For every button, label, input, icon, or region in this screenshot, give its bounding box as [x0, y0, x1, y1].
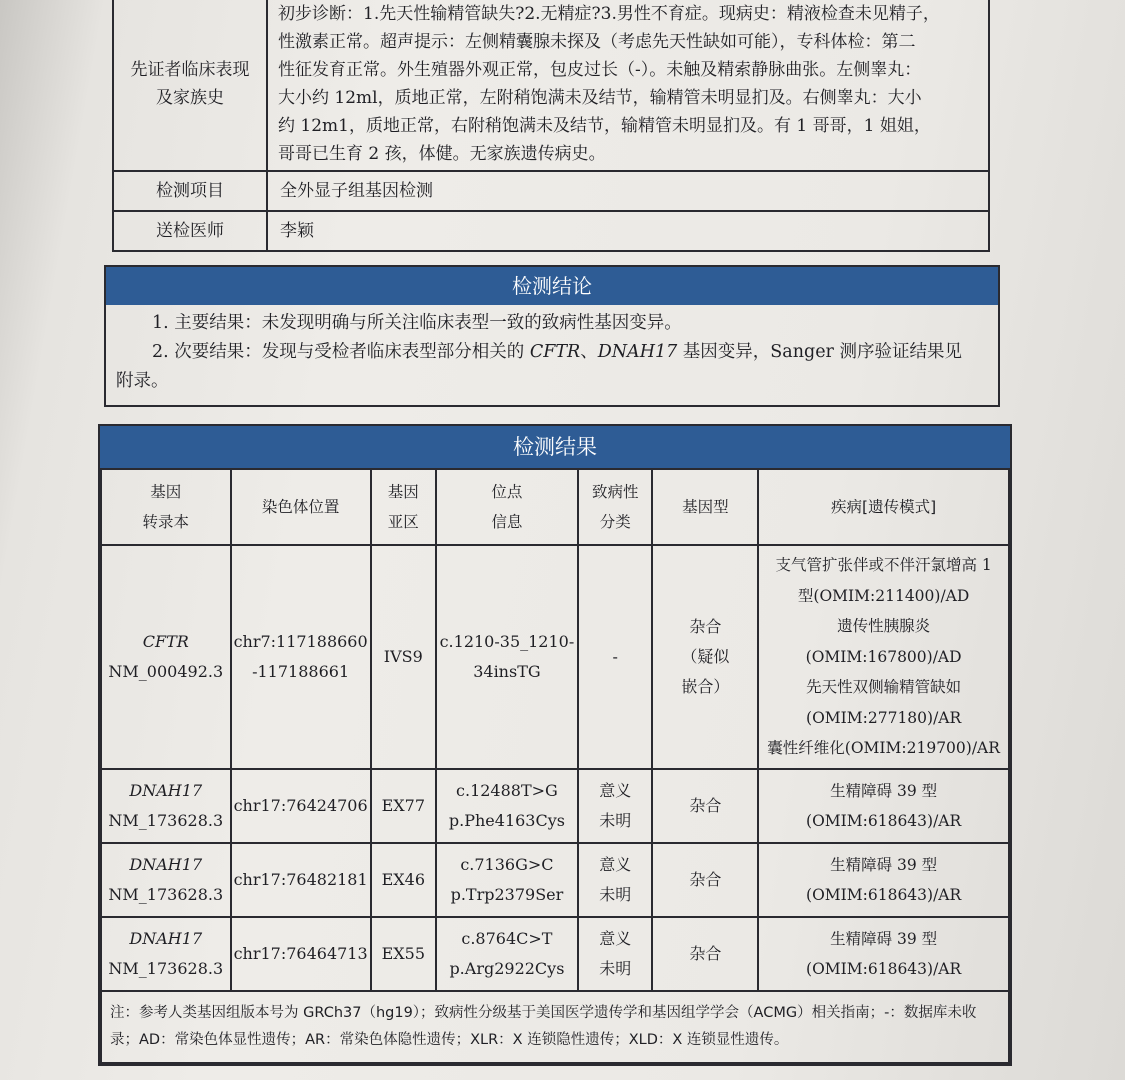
header-genotype: 基因型 — [652, 469, 758, 545]
disease-cell: 生精障碍 39 型 (OMIM:618643)/AR — [758, 917, 1009, 991]
table-row — [101, 917, 1009, 991]
history-line: 初步诊断：1.先天性输精管缺失?2.无精症?3.男性不育症。现病史：精液检查未见精子， — [278, 4, 940, 24]
genotype-cell: 杂合 — [652, 769, 758, 843]
history-label: 先证者临床表现 及家族史 — [113, 0, 267, 171]
site-cell: c.7136G>C p.Trp2379Ser — [436, 843, 578, 917]
history-line: 性激素正常。超声提示：左侧精囊腺未探及（考虑先天性缺如可能），专科体检：第二 — [278, 32, 916, 52]
gene-cell: DNAH17 NM_173628.3 — [101, 843, 231, 917]
pathogenicity-cell: - — [578, 545, 652, 769]
history-text — [267, 0, 989, 171]
disease-cell: 支气管扩张伴或不伴汗氯增高 1 型(OMIM:211400)/AD 遗传性胰腺炎 (OMIM:167800)/AD 先天性双侧输精管缺如 (OMIM:277180)/AR 囊性纤维化(OMIM:219700)/AR — [758, 545, 1009, 769]
history-line: 哥哥已生育 2 孩，体健。无家族遗传病史。 — [278, 144, 606, 164]
results-header-row — [101, 469, 1009, 545]
conclusion-body — [106, 305, 998, 396]
disease-cell: 生精障碍 39 型 (OMIM:618643)/AR — [758, 769, 1009, 843]
conclusion-item-1: 1. 主要结果：未发现明确与所关注临床表型一致的致病性基因变异。 — [152, 313, 682, 333]
history-line: 性征发育正常。外生殖器外观正常，包皮过长（-）。未触及精索静脉曲张。左侧睾丸： — [278, 60, 922, 80]
chrom-cell: chr7:117188660 -117188661 — [231, 545, 371, 769]
disease-cell: 生精障碍 39 型 (OMIM:618643)/AR — [758, 843, 1009, 917]
header-disease: 疾病[遗传模式] — [758, 469, 1009, 545]
conclusion-title: 检测结论 — [106, 267, 998, 305]
pathogenicity-cell: 意义 未明 — [578, 843, 652, 917]
history-line: 约 12m1，质地正常，右附稍饱满未及结节，输精管未明显扪及。有 1 哥哥，1 姐姐， — [278, 116, 931, 136]
region-cell: IVS9 — [371, 545, 436, 769]
conclusion-item-2-cont: 附录。 — [116, 371, 169, 391]
site-cell: c.8764C>T p.Arg2922Cys — [436, 917, 578, 991]
header-gene: 基因 转录本 — [101, 469, 231, 545]
header-chrom: 染色体位置 — [231, 469, 371, 545]
test-item-label: 检测项目 — [113, 171, 267, 211]
table-row — [101, 769, 1009, 843]
footnote: 注：参考人类基因组版本号为 GRCh37（hg19）；致病性分级基于美国医学遗传学和基因组学学会（ACMG）相关指南；-：数据库未收 录；AD：常染色体显性遗传；AR：常染色体隐性遗传；XLR：X 连锁隐性遗传；XLD：X 连锁显性遗传。 — [101, 991, 1009, 1063]
region-cell: EX55 — [371, 917, 436, 991]
gene-cell: DNAH17 NM_173628.3 — [101, 917, 231, 991]
header-pathogenicity: 致病性 分类 — [578, 469, 652, 545]
region-cell: EX77 — [371, 769, 436, 843]
conclusion-box — [104, 265, 1000, 407]
genotype-cell: 杂合 — [652, 843, 758, 917]
results-title: 检测结果 — [100, 426, 1010, 468]
pathogenicity-cell: 意义 未明 — [578, 917, 652, 991]
gene-cell: CFTR NM_000492.3 — [101, 545, 231, 769]
header-region: 基因 亚区 — [371, 469, 436, 545]
results-box — [98, 424, 1012, 1066]
notes-row — [101, 991, 1009, 1063]
genotype-cell: 杂合 （疑似 嵌合） — [652, 545, 758, 769]
site-cell: c.12488T>G p.Phe4163Cys — [436, 769, 578, 843]
header-site: 位点 信息 — [436, 469, 578, 545]
results-table — [100, 468, 1010, 1064]
chrom-cell: chr17:76424706 — [231, 769, 371, 843]
doctor-label: 送检医师 — [113, 211, 267, 251]
gene-name: DNAH17 — [597, 342, 678, 362]
table-row — [101, 843, 1009, 917]
gene-name: CFTR — [529, 342, 581, 362]
genotype-cell: 杂合 — [652, 917, 758, 991]
pathogenicity-cell: 意义 未明 — [578, 769, 652, 843]
table-row — [101, 545, 1009, 769]
patient-info-table — [112, 0, 990, 252]
site-cell: c.1210-35_1210- 34insTG — [436, 545, 578, 769]
history-line: 大小约 12ml，质地正常，左附稍饱满未及结节，输精管未明显扪及。右侧睾丸：大小 — [278, 88, 922, 108]
region-cell: EX46 — [371, 843, 436, 917]
test-item-value: 全外显子组基因检测 — [267, 171, 989, 211]
chrom-cell: chr17:76482181 — [231, 843, 371, 917]
chrom-cell: chr17:76464713 — [231, 917, 371, 991]
gene-cell: DNAH17 NM_173628.3 — [101, 769, 231, 843]
doctor-value: 李颖 — [267, 211, 989, 251]
conclusion-item-2: 2. 次要结果：发现与受检者临床表型部分相关的 CFTR、DNAH17 基因变异，Sanger 测序验证结果见 — [152, 342, 962, 362]
